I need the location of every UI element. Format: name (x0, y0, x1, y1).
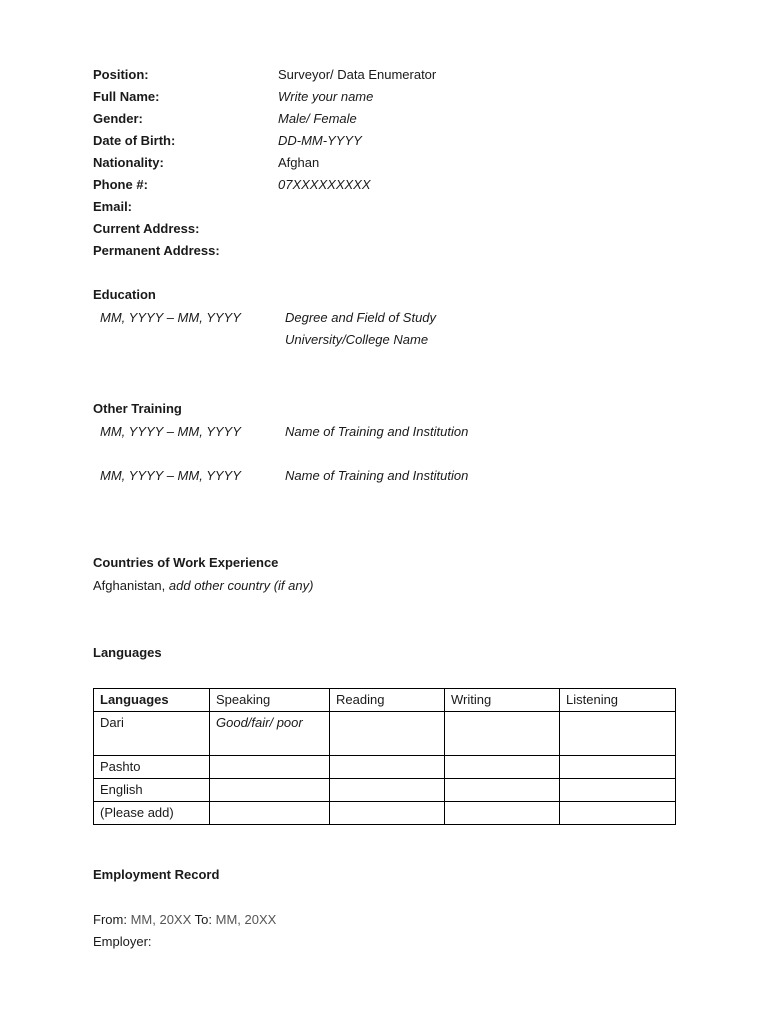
listening-cell (560, 712, 676, 756)
writing-cell (445, 802, 560, 825)
countries-heading: Countries of Work Experience (93, 555, 279, 570)
speaking-cell: Good/fair/ poor (210, 712, 330, 756)
languages-heading: Languages (93, 645, 162, 660)
language-name: English (94, 779, 210, 802)
position-value: Surveyor/ Data Enumerator (278, 67, 437, 82)
phone-label: Phone #: (93, 177, 148, 192)
to-label: To: (194, 912, 212, 927)
writing-cell (445, 756, 560, 779)
column-header-speaking: Speaking (210, 689, 330, 712)
table-row (94, 802, 676, 825)
listening-cell (560, 779, 676, 802)
dob-label: Date of Birth: (93, 133, 176, 148)
position-label: Position: (93, 67, 149, 82)
languages-header-row (94, 689, 676, 712)
training-heading: Other Training (93, 401, 182, 416)
email-label: Email: (93, 199, 133, 214)
reading-cell (330, 802, 445, 825)
training-dates: MM, YYYY – MM, YYYY (100, 468, 241, 483)
reading-cell (330, 756, 445, 779)
speaking-cell (210, 802, 330, 825)
training-name: Name of Training and Institution (285, 424, 469, 439)
countries-text (93, 575, 313, 597)
table-row (94, 712, 676, 756)
table-row (94, 756, 676, 779)
countries-add-other: add other country (if any) (168, 578, 314, 593)
language-name: Dari (94, 712, 210, 756)
gender-label: Gender: (93, 111, 143, 126)
from-label: From: (93, 912, 127, 927)
listening-cell (560, 802, 676, 825)
reading-cell (330, 712, 445, 756)
column-header-listening: Listening (560, 689, 676, 712)
dob-value: DD-MM-YYYY (278, 133, 362, 148)
full-name-value: Write your name (278, 89, 374, 104)
nationality-label: Nationality: (93, 155, 164, 170)
education-degree: Degree and Field of Study (285, 310, 437, 325)
table-row (94, 779, 676, 802)
speaking-cell (210, 756, 330, 779)
training-name: Name of Training and Institution (285, 468, 469, 483)
education-university: University/College Name (285, 332, 429, 347)
employment-heading: Employment Record (93, 867, 220, 882)
employer-line (93, 931, 152, 953)
training-dates: MM, YYYY – MM, YYYY (100, 424, 241, 439)
listening-cell (560, 756, 676, 779)
writing-cell (445, 712, 560, 756)
employment-dates-line (93, 909, 276, 931)
permanent-address-label: Permanent Address: (93, 243, 220, 258)
to-value: MM, 20XX (215, 912, 277, 927)
from-value: MM, 20XX (130, 912, 192, 927)
language-name: Pashto (94, 756, 210, 779)
speaking-cell (210, 779, 330, 802)
current-address-label: Current Address: (93, 221, 200, 236)
phone-value: 07XXXXXXXXX (278, 177, 371, 192)
education-heading: Education (93, 287, 156, 302)
countries-afghanistan: Afghanistan, (93, 578, 166, 593)
gender-value: Male/ Female (278, 111, 357, 126)
column-header-languages: Languages (94, 689, 210, 712)
full-name-label: Full Name: (93, 89, 160, 104)
language-name: (Please add) (94, 802, 210, 825)
column-header-reading: Reading (330, 689, 445, 712)
reading-cell (330, 779, 445, 802)
column-header-writing: Writing (445, 689, 560, 712)
languages-table (93, 688, 676, 825)
nationality-value: Afghan (278, 155, 320, 170)
education-dates: MM, YYYY – MM, YYYY (100, 310, 241, 325)
employer-label: Employer: (93, 934, 152, 949)
writing-cell (445, 779, 560, 802)
